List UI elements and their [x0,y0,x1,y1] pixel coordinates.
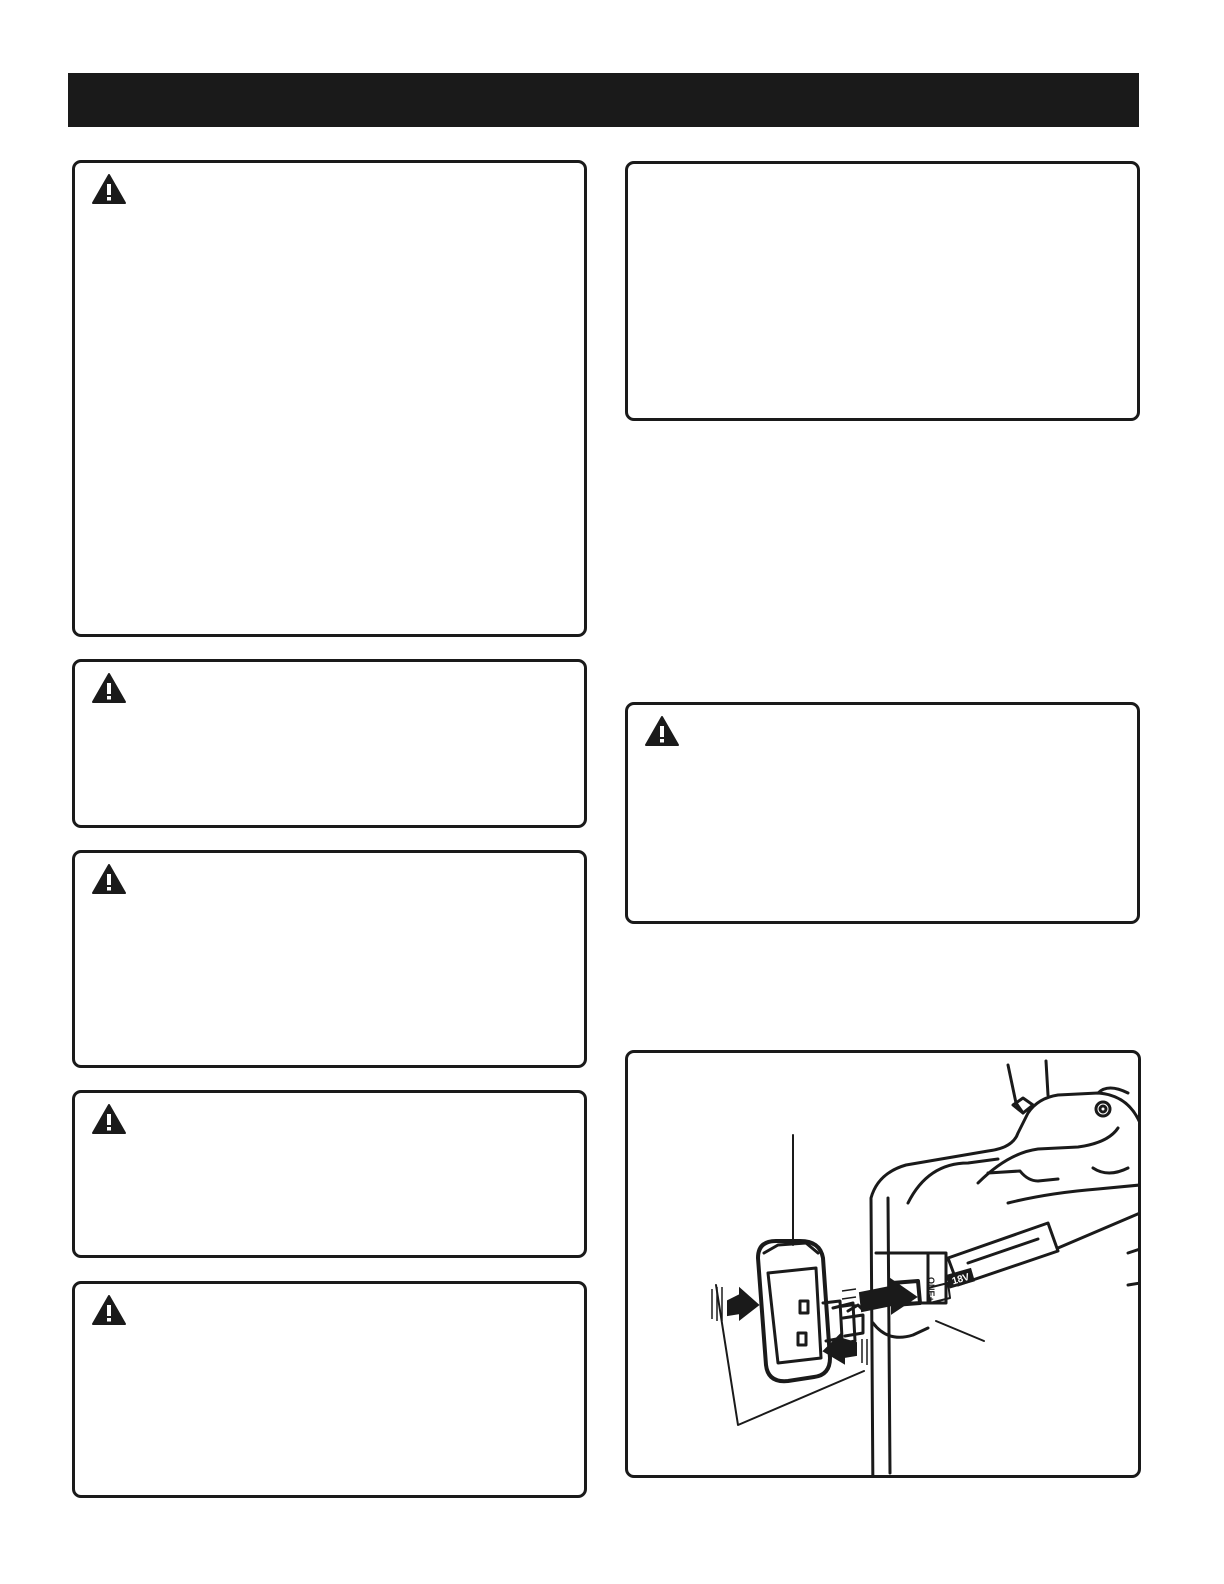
section-header-bar [68,73,1139,127]
battery-installation-illustration [628,1053,1138,1475]
warning-box-3 [72,850,587,1068]
voltage-badge-text: 18V [950,1271,971,1288]
vertical-brand-text: ONE+ [926,1277,936,1302]
notice-box [625,161,1140,421]
warning-triangle-icon [91,173,127,205]
warning-triangle-icon [91,672,127,704]
warning-box-6 [625,702,1140,924]
warning-triangle-icon [91,1103,127,1135]
warning-box-1 [72,160,587,637]
tool-housing [871,1093,1138,1475]
warning-box-5 [72,1281,587,1498]
figure-box [625,1050,1141,1478]
warning-triangle-icon [644,715,680,747]
warning-box-2 [72,659,587,828]
warning-triangle-icon [91,863,127,895]
warning-triangle-icon [91,1294,127,1326]
warning-box-4 [72,1090,587,1258]
voltage-badge [946,1268,975,1289]
